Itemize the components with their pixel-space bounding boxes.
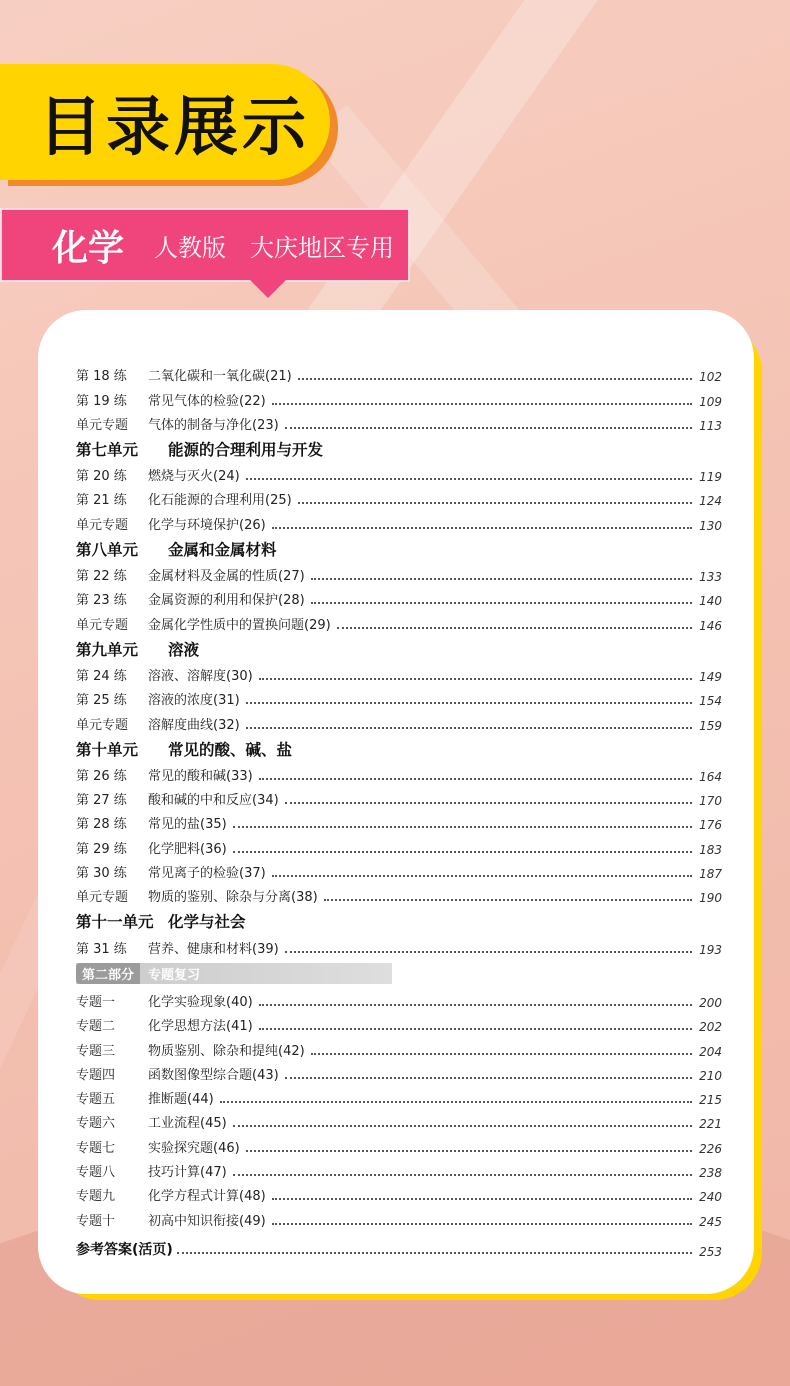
toc-entry [76,660,722,684]
page-number: 119 [699,470,722,485]
page-number: 109 [699,394,722,409]
page-number: 215 [699,1093,722,1108]
toc-entry [76,832,722,856]
entry-title: 常见气体的检验(22) [148,393,266,409]
entry-title: 营养、健康和材料(39) [148,941,279,957]
entry-title: 溶液的浓度(31) [148,693,240,709]
dot-leader [272,875,692,877]
region-label: 大庆地区专用 [250,233,395,262]
page-number: 149 [699,669,722,684]
entry-number: 第 25 练 [76,693,127,709]
unit-title: 化学与社会 [168,913,246,932]
entry-title: 金属材料及金属的性质(27) [148,569,305,585]
unit-title: 溶液 [168,640,200,659]
toc-entry [76,760,722,784]
unit-heading [76,533,722,560]
entry-number: 专题六 [76,1116,116,1132]
entry-number: 专题九 [76,1189,116,1205]
entry-title: 化学肥料(36) [148,841,227,857]
entry-title: 二氧化碳和一氧化碳(21) [148,369,292,385]
part-title: 专题复习 [148,967,201,983]
entry-title: 化石能源的合理利用(25) [148,493,292,509]
entry-number: 单元专题 [76,417,129,433]
page-number: 140 [699,594,722,609]
page-number: 202 [699,1020,722,1035]
entry-title: 函数图像型综合题(43) [148,1067,279,1083]
toc-entry [76,784,722,808]
toc-entry [76,409,722,433]
entry-title: 化学实验现象(40) [148,994,253,1010]
page-number: 154 [699,694,722,709]
dot-leader [272,527,692,529]
dot-leader [285,951,692,953]
entry-number: 专题三 [76,1043,116,1059]
toc-entry [76,1156,722,1180]
dot-leader [285,1077,692,1079]
page-number: 193 [699,942,722,957]
entry-title: 推断题(44) [148,1092,214,1108]
toc-entry [76,1107,722,1131]
page-number: 245 [699,1214,722,1229]
dot-leader [285,427,692,429]
entry-title: 物质鉴别、除杂和提纯(42) [148,1043,305,1059]
title-banner [0,64,330,180]
entry-title: 金属化学性质中的置换问题(29) [148,617,331,633]
entry-title: 技巧计算(47) [148,1165,227,1181]
toc-entry [76,986,722,1010]
page-number: 183 [699,842,722,857]
toc-entry [76,1180,722,1204]
dot-leader [311,578,692,580]
entry-title: 常见的酸和碱(33) [148,768,253,784]
entry-number: 第 27 练 [76,793,127,809]
toc-entry [76,808,722,832]
subject-ribbon [0,208,410,282]
dot-leader [246,702,692,704]
entry-number: 单元专题 [76,890,129,906]
toc-entry [76,881,722,905]
unit-number: 第九单元 [76,640,139,659]
dot-leader [246,478,692,480]
unit-number: 第十一单元 [76,913,154,932]
unit-number: 第八单元 [76,540,139,559]
entry-number: 单元专题 [76,717,129,733]
entry-number: 第 29 练 [76,841,127,857]
dot-leader [285,802,692,804]
page-number: 187 [699,867,722,882]
toc-entry [76,708,722,732]
entry-title: 化学方程式计算(48) [148,1189,266,1205]
dot-leader [233,826,692,828]
entry-number: 第 20 练 [76,469,127,485]
toc-entry [76,1010,722,1034]
entry-number: 第 26 练 [76,768,127,784]
unit-heading [76,633,722,660]
unit-title: 常见的酸、碱、盐 [168,740,293,759]
toc-entry [76,584,722,608]
page-number: 226 [699,1141,722,1156]
entry-title: 金属资源的利用和保护(28) [148,593,305,609]
page-number: 253 [699,1244,722,1259]
page-number: 130 [699,518,722,533]
part-heading [76,963,392,984]
entry-title: 溶液、溶解度(30) [148,668,253,684]
entry-title: 燃烧与灭火(24) [148,469,240,485]
entry-title: 酸和碱的中和反应(34) [148,793,279,809]
entry-number: 专题五 [76,1092,116,1108]
edition-label: 人教版 [154,233,227,262]
page-number: 176 [699,818,722,833]
entry-title: 常见离子的检验(37) [148,866,266,882]
page-number: 124 [699,494,722,509]
entry-number: 专题二 [76,1019,116,1035]
page-number: 210 [699,1068,722,1083]
unit-heading [76,733,722,760]
dot-leader [246,1150,692,1152]
toc-entry [76,1131,722,1155]
toc-entry [76,560,722,584]
table-of-contents [76,360,722,1259]
dot-leader [272,403,692,405]
toc-entry [76,1034,722,1058]
dot-leader [233,851,692,853]
toc-entry [76,1083,722,1107]
toc-entry [76,608,722,632]
page-number: 146 [699,618,722,633]
part-number: 第二部分 [76,963,140,984]
dot-leader [233,1174,692,1176]
entry-number: 第 31 练 [76,941,127,957]
entry-title: 溶解度曲线(32) [148,717,240,733]
entry-number: 专题四 [76,1067,116,1083]
page-number: 221 [699,1117,722,1132]
dot-leader [220,1101,692,1103]
dot-leader [311,602,692,604]
dot-leader [337,627,692,629]
answer-title: 参考答案(活页) [76,1241,173,1258]
entry-number: 专题一 [76,994,116,1010]
entry-title: 常见的盐(35) [148,817,227,833]
entry-number: 第 21 练 [76,493,127,509]
entry-title: 气体的制备与净化(23) [148,417,279,433]
toc-entry [76,508,722,532]
entry-number: 第 23 练 [76,593,127,609]
unit-title: 能源的合理利用与开发 [168,440,324,459]
entry-number: 第 24 练 [76,668,127,684]
page-number: 238 [699,1166,722,1181]
entry-number: 单元专题 [76,617,129,633]
entry-number: 专题十 [76,1213,116,1229]
subject-label: 化学 [52,227,125,269]
dot-leader [298,378,692,380]
toc-entry [76,384,722,408]
dot-leader [259,778,692,780]
dot-leader [272,1223,692,1225]
unit-heading [76,905,722,932]
dot-leader [272,1198,692,1200]
dot-leader [298,502,692,504]
unit-heading [76,433,722,460]
dot-leader [259,678,692,680]
entry-number: 单元专题 [76,517,129,533]
page-number: 200 [699,995,722,1010]
entry-number: 第 18 练 [76,369,127,385]
page-title: 目录展示 [38,91,310,165]
unit-number: 第七单元 [76,440,139,459]
entry-title: 物质的鉴别、除杂与分离(38) [148,890,318,906]
toc-entry [76,932,722,956]
toc-entry [76,484,722,508]
entry-number: 第 28 练 [76,817,127,833]
page-number: 170 [699,794,722,809]
dot-leader [177,1252,692,1254]
toc-entry [76,1059,722,1083]
ribbon-pointer [250,280,286,298]
dot-leader [311,1053,692,1055]
toc-entry [76,1204,722,1228]
entry-number: 第 22 练 [76,569,127,585]
entry-number: 第 19 练 [76,393,127,409]
entry-title: 实验探究题(46) [148,1140,240,1156]
page-number: 133 [699,570,722,585]
unit-title: 金属和金属材料 [168,540,277,559]
entry-title: 化学思想方法(41) [148,1019,253,1035]
page-number: 164 [699,769,722,784]
entry-number: 第 30 练 [76,866,127,882]
entry-title: 化学与环境保护(26) [148,517,266,533]
toc-card [38,310,754,1294]
toc-entry [76,684,722,708]
entry-number: 专题八 [76,1165,116,1181]
dot-leader [259,1004,692,1006]
dot-leader [259,1028,692,1030]
page-number: 190 [699,891,722,906]
dot-leader [324,899,692,901]
page-number: 204 [699,1044,722,1059]
unit-number: 第十单元 [76,740,139,759]
page-number: 113 [699,418,722,433]
entry-number: 专题七 [76,1140,116,1156]
page-number: 159 [699,718,722,733]
toc-entry [76,460,722,484]
toc-entry [76,857,722,881]
entry-title: 工业流程(45) [148,1116,227,1132]
dot-leader [246,727,692,729]
entry-title: 初高中知识衔接(49) [148,1213,266,1229]
page-number: 240 [699,1190,722,1205]
page-number: 102 [699,370,722,385]
toc-entry [76,360,722,384]
dot-leader [233,1125,692,1127]
answer-entry [76,1229,722,1259]
